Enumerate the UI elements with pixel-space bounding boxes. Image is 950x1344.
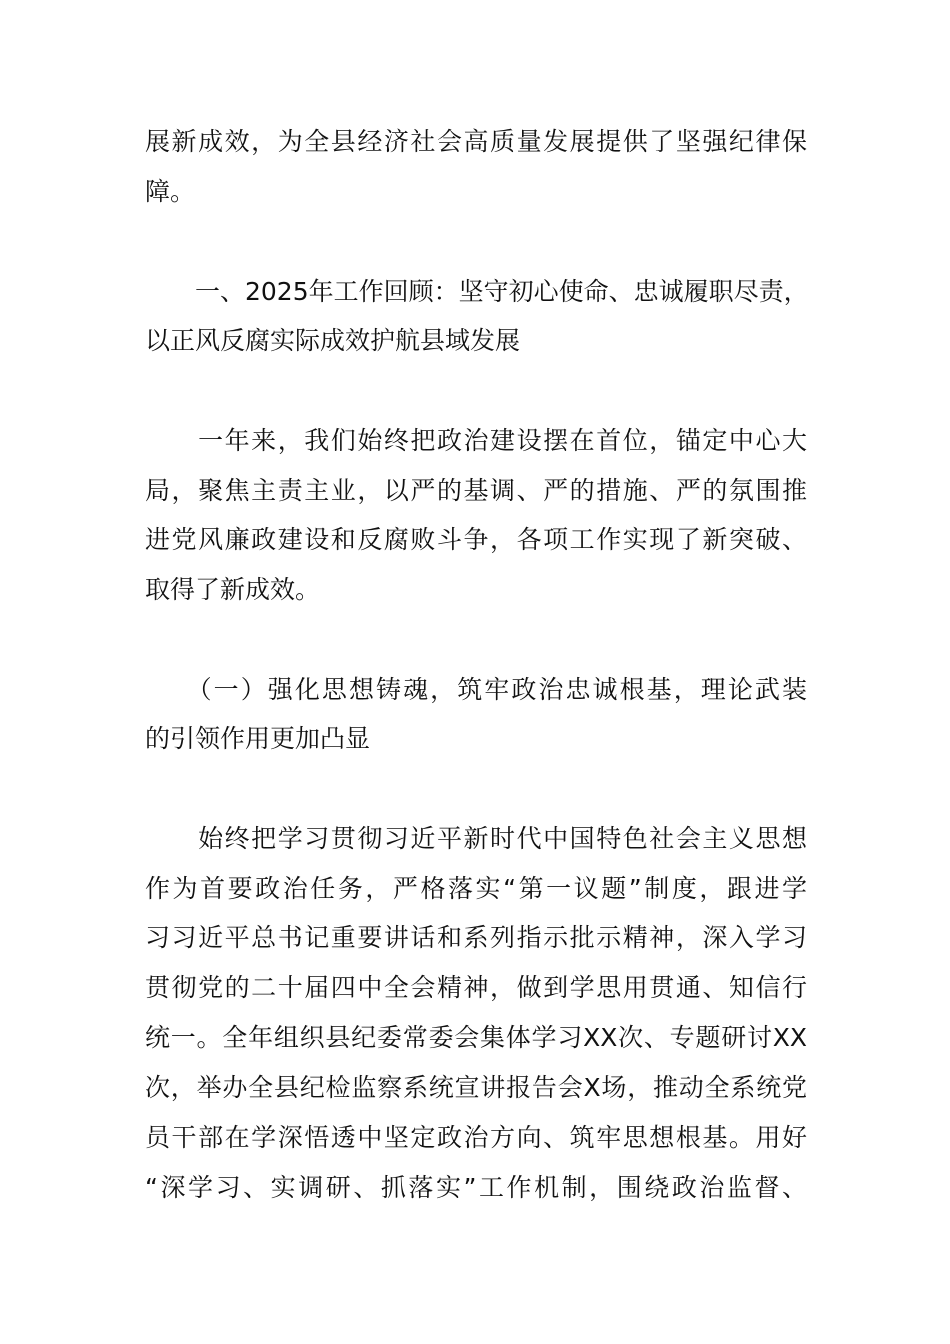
paragraph-line: 贯彻党的二十届四中全会精神，做到学思用贯通、知信行 bbox=[145, 973, 807, 1002]
paragraph-line: 障。 bbox=[145, 177, 196, 206]
section-heading-line: 以正风反腐实际成效护航县域发展 bbox=[145, 326, 521, 355]
paragraph-line: 进党风廉政建设和反腐败斗争，各项工作实现了新突破、 bbox=[145, 525, 807, 554]
paragraph-line: “深学习、实调研、抓落实”工作机制，围绕政治监督、 bbox=[145, 1173, 807, 1202]
paragraph-line: 展新成效，为全县经济社会高质量发展提供了坚强纪律保 bbox=[145, 127, 807, 156]
paragraph-line: 次，举办全县纪检监察系统宣讲报告会X场，推动全系统党 bbox=[145, 1073, 807, 1102]
paragraph-line: 员干部在学深悟透中坚定政治方向、筑牢思想根基。用好 bbox=[145, 1123, 807, 1152]
subsection-heading-line: （一）强化思想铸魂，筑牢政治忠诚根基，理论武装 bbox=[145, 675, 807, 704]
paragraph-line: 始终把学习贯彻习近平新时代中国特色社会主义思想 bbox=[145, 824, 807, 853]
paragraph-line: 统一。全年组织县纪委常委会集体学习XX次、专题研讨XX bbox=[145, 1023, 807, 1052]
paragraph-line: 作为首要政治任务，严格落实“第一议题”制度，跟进学 bbox=[145, 874, 807, 903]
paragraph-line: 取得了新成效。 bbox=[145, 575, 321, 604]
paragraph-line: 习习近平总书记重要讲话和系列指示批示精神，深入学习 bbox=[145, 923, 807, 952]
section-heading-line: 一、2025年工作回顾：坚守初心使命、忠诚履职尽责， bbox=[145, 277, 809, 306]
paragraph-line: 局，聚焦主责主业，以严的基调、严的措施、严的氛围推 bbox=[145, 476, 807, 505]
subsection-heading-line: 的引领作用更加凸显 bbox=[145, 724, 371, 753]
paragraph-line: 一年来，我们始终把政治建设摆在首位，锚定中心大 bbox=[145, 426, 807, 455]
